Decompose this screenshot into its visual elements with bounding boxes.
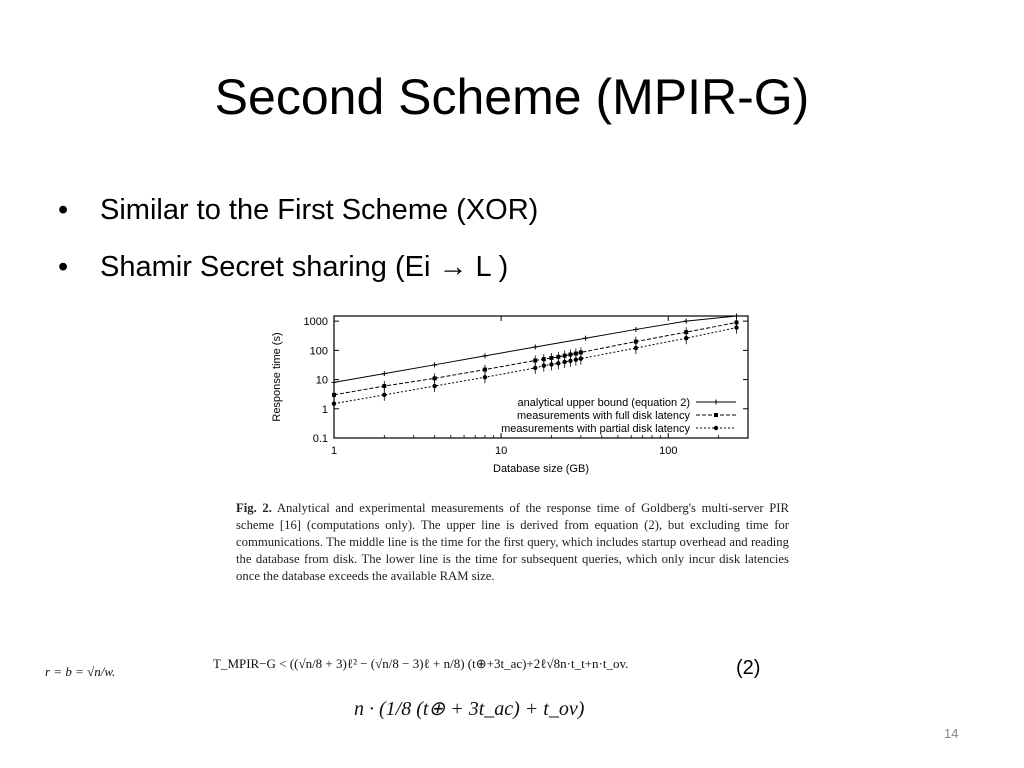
figure-caption [236,500,789,585]
bullet-item [58,190,538,230]
y-tick-label: 100 [309,345,328,358]
caption-label: Fig. 2. [236,501,272,515]
x-tick-label: 100 [659,445,678,457]
legend-marker [714,400,719,405]
y-tick-label: 1000 [303,316,328,329]
x-tick-label: 1 [330,445,338,457]
equation-number: (2) [736,657,761,679]
bullet-text: Shamir Secret sharing (Ei [100,251,439,283]
legend-label: analytical upper bound (equation 2) [517,397,690,409]
y-tick-label: 10 [315,374,328,387]
bullet-list [58,190,538,304]
data-point [633,327,638,332]
x-tick-label: 10 [495,445,508,457]
bullet-text-suffix: L ) [467,251,509,283]
slide-title: Second Scheme (MPIR-G) [214,69,810,125]
bullet-text: Similar to the First Scheme (XOR) [100,194,539,226]
data-point [332,380,337,385]
legend-label: measurements with partial disk latency [501,423,690,435]
data-point [432,362,437,367]
x-axis-label: Database size (GB) [493,463,589,475]
bullet-dot-icon: • [58,194,69,226]
bullet-dot-icon: • [58,251,69,283]
legend-label: measurements with full disk latency [516,410,690,422]
data-point [382,371,387,376]
caption-text: Analytical and experimental measurements of the response time of Goldberg's multi-server PIR scheme [16] (computations only). The upper line is derived from equation (2), but excluding time for communications. The middle line is the time for the first query, which includes startup overhead and reading the database from disk. The lower line is the time for subsequent queries, which only incur disk latencies once the database exceeds the available RAM size. [236,501,789,583]
formula-rb: r = b = √n/w. [45,664,116,679]
bullet-item [58,247,538,287]
formula-main: T_MPIR−G < ((√n/8 + 3)ℓ² − (√n/8 − 3)ℓ + n/8) (t⊕+3t_ac)+2ℓ√8n·t_t+n·t_ov. [213,656,629,671]
y-tick-label: 0.1 [312,433,328,445]
legend-marker [714,413,718,417]
arrow-right-icon: → [438,251,468,283]
data-point [533,345,538,350]
data-point [482,353,487,358]
data-point [684,319,689,324]
data-point [583,336,588,341]
response-time-chart [262,310,762,480]
legend-marker [714,426,718,430]
formula-second: n · (1/8 (t⊕ + 3t_ac) + t_ov) [354,698,585,720]
page-number: 14 [944,726,959,741]
y-tick-label: 1 [321,403,328,416]
y-axis-label: Response time (s) [271,332,283,422]
